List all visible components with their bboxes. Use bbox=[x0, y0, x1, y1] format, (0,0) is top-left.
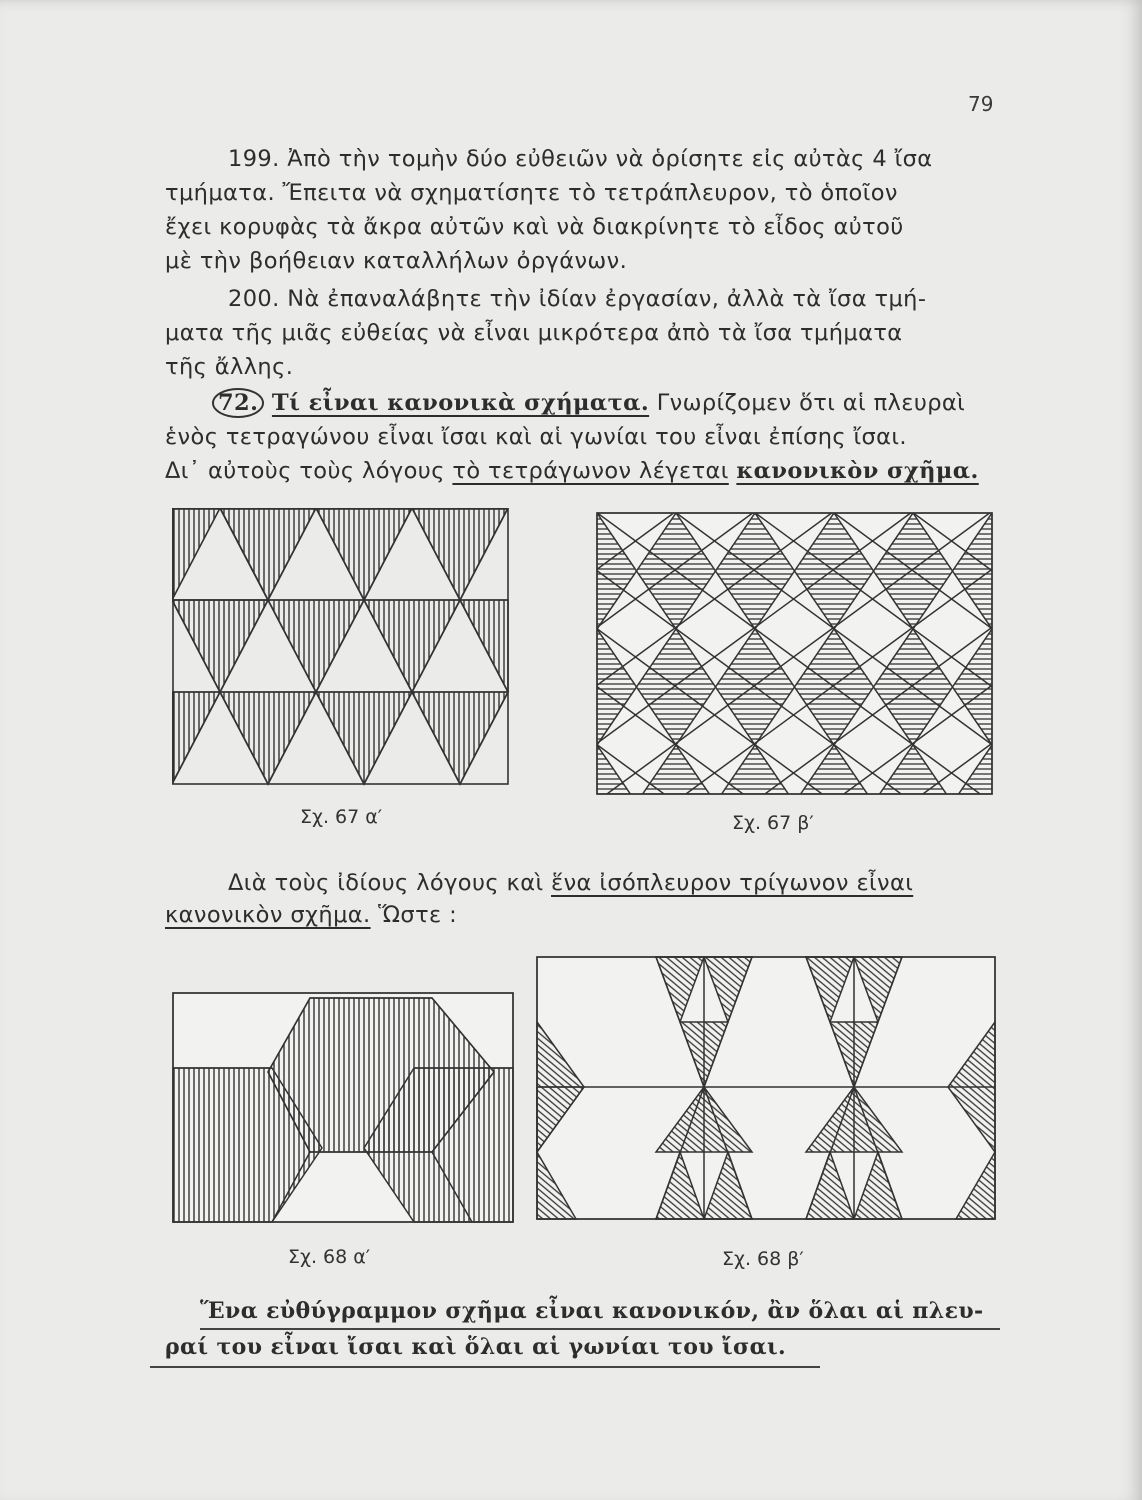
caption-fig67b: Σχ. 67 β′ bbox=[732, 812, 814, 834]
section72-line3-b: τὸ τετράγωνον λέγεται bbox=[452, 458, 729, 484]
therefore-word: Ὥστε : bbox=[378, 902, 458, 928]
figure-67b-squares bbox=[596, 512, 994, 796]
section72-line1 bbox=[212, 388, 965, 418]
conclusion-underline-1 bbox=[200, 1328, 1000, 1330]
figure-68b-triangles-hexagons bbox=[536, 956, 998, 1222]
ex199-line1: 199. Ἀπὸ τὴν τομὴν δύο εὐθειῶν νὰ ὁρίσητε εἰς αὐτὰς 4 ἴσα bbox=[228, 146, 933, 172]
caption-fig68b: Σχ. 68 β′ bbox=[722, 1248, 804, 1270]
regular-figure-phrase: κανονικὸν σχῆμα. bbox=[165, 902, 371, 928]
ex200-line1: 200. Νὰ ἐπαναλάβητε τὴν ἰδίαν ἐργασίαν, ἀλλὰ τὰ ἴσα τμή- bbox=[228, 286, 927, 312]
figure-68a-hexagon bbox=[172, 992, 516, 1224]
regular-figure-term: κανονικὸν σχῆμα. bbox=[736, 458, 979, 484]
mid-line2 bbox=[165, 902, 457, 928]
ex199-line2: τμήματα. Ἔπειτα νὰ σχηματίσητε τὸ τετράπλευρον, τὸ ὁποῖον bbox=[165, 180, 898, 206]
page-number: 79 bbox=[968, 92, 994, 116]
figure-67a-triangles bbox=[172, 508, 512, 786]
caption-fig68a: Σχ. 68 α′ bbox=[288, 1246, 371, 1268]
conclusion-line2: ραί του εἶναι ἴσαι καὶ ὅλαι αἱ γωνίαι του ἴσαι. bbox=[165, 1334, 787, 1360]
section72-line3 bbox=[165, 458, 979, 484]
equilateral-phrase: ἕνα ἰσόπλευρον τρίγωνον εἶναι bbox=[551, 870, 914, 896]
ex200-line3: τῆς ἄλλης. bbox=[165, 354, 294, 380]
mid-line1-a: Διὰ τοὺς ἰδίους λόγους καὶ bbox=[228, 870, 544, 896]
mid-line1 bbox=[228, 870, 913, 896]
section72-line2: ἑνὸς τετραγώνου εἶναι ἴσαι καὶ αἱ γωνίαι του εἶναι ἐπίσης ἴσαι. bbox=[165, 424, 907, 450]
section-number: 72. bbox=[212, 388, 264, 418]
section72-line3-a: Δι᾽ αὐτοὺς τοὺς λόγους bbox=[165, 458, 445, 484]
ex199-line3: ἔχει κορυφὰς τὰ ἄκρα αὐτῶν καὶ νὰ διακρίνητε τὸ εἶδος αὐτοῦ bbox=[165, 214, 904, 240]
conclusion-underline-2 bbox=[150, 1366, 820, 1368]
section-title: Τί εἶναι κανονικὰ σχήματα. bbox=[271, 390, 650, 416]
conclusion-line1: Ἕνα εὐθύγραμμον σχῆμα εἶναι κανονικόν, ἂν ὅλαι αἱ πλευ- bbox=[200, 1298, 984, 1324]
ex199-line4: μὲ τὴν βοήθειαν καταλλήλων ὀργάνων. bbox=[165, 248, 628, 274]
ex200-line2: ματα τῆς μιᾶς εὐθείας νὰ εἶναι μικρότερα ἀπὸ τὰ ἴσα τμήματα bbox=[165, 320, 903, 346]
section72-line1-rest: Γνωρίζομεν ὅτι αἱ πλευραὶ bbox=[656, 390, 966, 416]
caption-fig67a: Σχ. 67 α′ bbox=[300, 806, 383, 828]
